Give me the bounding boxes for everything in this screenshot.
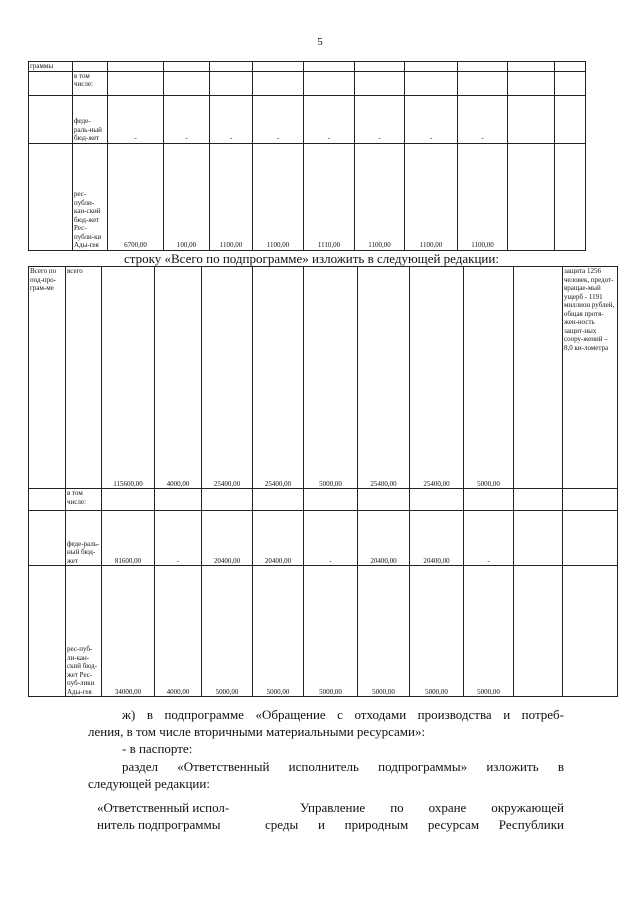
table-row — [29, 489, 618, 511]
page-number: 5 — [317, 36, 323, 48]
table-row — [29, 71, 586, 95]
cell-value: 5000,00 — [253, 566, 304, 697]
cell-value: 1100,00 — [253, 143, 304, 250]
cell-value: 20400,00 — [202, 511, 253, 566]
cell-value: 5000,00 — [358, 566, 410, 697]
paragraph-line: раздел «Ответственный исполнитель подпрограммы» изложить в — [122, 759, 564, 774]
cell-value: 20400,00 — [253, 511, 304, 566]
cell-value: 20400,00 — [358, 511, 410, 566]
instruction-text: строку «Всего по подпрограмме» изложить в следующей редакции: — [124, 251, 499, 266]
cell-value: 81600,00 — [102, 511, 155, 566]
cell-value: 1100,00 — [355, 143, 405, 250]
table-row — [29, 143, 586, 250]
cell-value: - — [210, 95, 253, 143]
passport-label: «Ответственный испол- — [97, 800, 230, 815]
table-row — [29, 511, 618, 566]
cell-value: 100,00 — [164, 143, 210, 250]
cell-value: 25400,00 — [358, 267, 410, 489]
cell-label: феде-раль-ный бюд-жет — [73, 95, 108, 143]
cell-value: 34000,00 — [102, 566, 155, 697]
cell-value: - — [464, 511, 514, 566]
table-total — [28, 266, 618, 697]
cell-value: 1100,00 — [210, 143, 253, 250]
cell-value: 6700,00 — [108, 143, 164, 250]
cell-value: - — [304, 511, 358, 566]
cell-label: феде-раль-ный бюд-жет — [66, 511, 102, 566]
cell-value: 20400,00 — [410, 511, 464, 566]
table-row — [29, 62, 586, 72]
cell-value: 5000,00 — [304, 267, 358, 489]
passport-value: среды и природным ресурсам Республики — [265, 817, 564, 832]
passport-label: нитель подпрограммы — [97, 817, 221, 832]
passport-value: Управление по охране окружающей — [300, 800, 564, 815]
cell-label: в том числе: — [73, 71, 108, 95]
cell-value: 5000,00 — [464, 267, 514, 489]
cell-value: 5000,00 — [304, 566, 358, 697]
cell-value: - — [108, 95, 164, 143]
table-row — [29, 95, 586, 143]
table-row — [29, 566, 618, 697]
cell-value: 25400,00 — [253, 267, 304, 489]
cell-label: рес-публи-кан-ский бюд-жет Рес-публи-ки Ады-гея — [73, 143, 108, 250]
cell-label: Всего по под-про-грам-ме — [29, 267, 66, 489]
cell-label: в том числе: — [66, 489, 102, 511]
cell-value: 115600,00 — [102, 267, 155, 489]
table-continuation — [28, 61, 586, 251]
table-row — [29, 267, 618, 489]
cell-value: 1100,00 — [405, 143, 458, 250]
paragraph-line: ления, в том числе вторичными материальными ресурсами»: — [88, 724, 426, 739]
cell-value: 5000,00 — [410, 566, 464, 697]
cell-value: 4000,00 — [155, 566, 202, 697]
cell-value: - — [405, 95, 458, 143]
cell-value: - — [355, 95, 405, 143]
cell-value: 5000,00 — [202, 566, 253, 697]
cell-value: 5000,00 — [464, 566, 514, 697]
cell-value: - — [304, 95, 355, 143]
cell-value: - — [253, 95, 304, 143]
paragraph-line: - в паспорте: — [122, 741, 193, 756]
cell-value: - — [164, 95, 210, 143]
cell-note: защита 1256 человек, предот-вращае-мый ущерб - 1191 миллион рублей, общая протя-жен-ность защит-ных соору-жений – 8,0 ки-лометра — [563, 267, 618, 489]
cell-label: всего — [66, 267, 102, 489]
paragraph-line: ж) в подпрограмме «Обращение с отходами производства и потреб- — [122, 707, 564, 722]
cell-label: рес-пуб-ли-кан-ский бюд-жет Рес-пуб-лики Ады-гея — [66, 566, 102, 697]
cell-value: - — [155, 511, 202, 566]
paragraph-line: следующей редакции: — [88, 776, 210, 791]
cell-value: 1110,00 — [304, 143, 355, 250]
cell-value: - — [458, 95, 508, 143]
cell-value: 4000,00 — [155, 267, 202, 489]
cell-value: 1100,00 — [458, 143, 508, 250]
cell-value: 25400,00 — [202, 267, 253, 489]
cell-value: 25400,00 — [410, 267, 464, 489]
cell-label: граммы — [29, 62, 73, 72]
